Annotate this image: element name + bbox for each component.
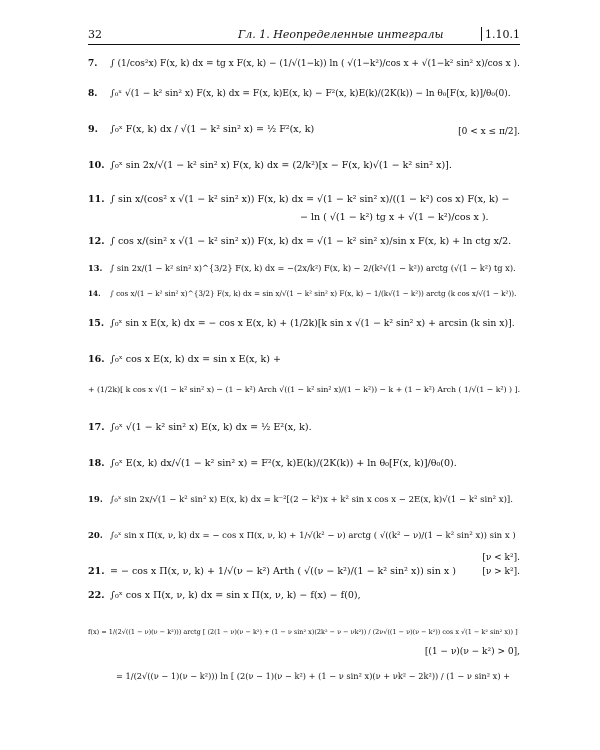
equation-16-cont: + (1/2k)[ k cos x √(1 − k² sin² x) − (1 − k²) Arch √((1 − k² sin² x)/(1 − k²)) − k + (1 − k²) Arch ( 1/√(1 − k²) ) ]. [88,385,521,394]
equation-10: 10. ∫₀ˣ sin 2x/√(1 − k² sin² x) F(x, k) dx = (2/k²)[x − F(x, k)√(1 − k² sin² x)]. [88,160,452,171]
condition-9: [0 < x ≤ π/2]. [458,127,520,137]
equation-22-fx: f(x) = 1/(2√((1 − ν)(ν − k²))) arctg [ (2(1 − ν)(ν − k²) + (1 − ν sin² x)(2k² − ν − νk²)) / (2ν√((1 − ν)(ν − k²)) cos x √(1 − k² sin² x)) ] [88,628,518,636]
chapter-title: Гл. 1. Неопределенные интегралы [238,28,444,41]
equation-17: 17. ∫₀ˣ √(1 − k² sin² x) E(x, k) dx = ½ E²(x, k). [88,422,312,433]
equation-12: 12. ∫ cos x/(sin² x √(1 − k² sin² x)) F(x, k) dx = √(1 − k² sin² x)/sin x F(x, k) + ln ctg x/2. [88,236,512,247]
equation-21: 21. = − cos x Π(x, ν, k) + 1/√(ν − k²) Arth ( √((ν − k²)/(1 − k² sin² x)) sin x ) [88,566,456,577]
condition-21: [ν > k²]. [482,567,520,577]
equation-14: 14. ∫ cos x/(1 − k² sin² x)^{3/2} F(x, k) dx = sin x/√(1 − k² sin² x) F(x, k) − 1/(k√(1 − k²)) arctg (k cos x/√(1 − k²)). [88,289,517,298]
page-number: 32 [88,28,102,41]
equation-11-cont: − ln ( √(1 − k²) tg x + √(1 − k²)/cos x ). [300,212,489,223]
equation-15: 15. ∫₀ˣ sin x E(x, k) dx = − cos x E(x, k) + (1/2k)[k sin x √(1 − k² sin² x) + arcsin (k sin x)]. [88,318,515,329]
equation-20: 20. ∫₀ˣ sin x Π(x, ν, k) dx = − cos x Π(x, ν, k) + 1/√(k² − ν) arctg ( √((k² − ν)/(1 − k² sin² x)) sin x ) [88,531,516,541]
equation-7: 7. ∫ (1/cos²x) F(x, k) dx = tg x F(x, k) − (1/√(1−k)) ln ( √(1−k²)/cos x + √(1−k² sin² x)/cos x ). [88,59,520,69]
equation-8: 8. ∫₀ˣ √(1 − k² sin² x) F(x, k) dx = F(x, k)E(x, k) − F²(x, k)E(k)/(2K(k)) − ln θ₀[F(x, k)]/θ₀(0). [88,89,511,99]
condition-20: [ν < k²]. [482,553,520,563]
section-number: 1.10.1 [485,28,520,41]
equation-16: 16. ∫₀ˣ cos x E(x, k) dx = sin x E(x, k) + [88,354,281,365]
equation-19: 19. ∫₀ˣ sin 2x/√(1 − k² sin² x) E(x, k) dx = k⁻²[(2 − k²)x + k² sin x cos x − 2E(x, k)√(1 − k² sin² x)]. [88,495,513,505]
equation-18: 18. ∫₀ˣ E(x, k) dx/√(1 − k² sin² x) = F²(x, k)E(k)/(2K(k)) + ln θ₀[F(x, k)]/θ₀(0). [88,458,457,469]
equation-22-alt: = 1/(2√((ν − 1)(ν − k²))) ln [ (2(ν − 1)(ν − k²) + (1 − ν sin² x)(ν + νk² − 2k²)) / (1 − ν sin² x) + [116,671,511,681]
condition-22: [(1 − ν)(ν − k²) > 0], [424,647,520,657]
equation-11: 11. ∫ sin x/(cos² x √(1 − k² sin² x)) F(x, k) dx = √(1 − k² sin² x)/((1 − k²) cos x) F(x, k) − [88,194,510,205]
header-rule [88,44,520,45]
equation-9: 9. ∫₀ˣ F(x, k) dx / √(1 − k² sin² x) = ½ F²(x, k) [88,124,315,135]
running-header [88,28,520,44]
equation-22: 22. ∫₀ˣ cos x Π(x, ν, k) dx = sin x Π(x, ν, k) − f(x) − f(0), [88,590,361,601]
header-divider [481,27,482,41]
equation-13: 13. ∫ sin 2x/(1 − k² sin² x)^{3/2} F(x, k) dx = −(2x/k²) F(x, k) − 2/(k²√(1 − k²)) arctg (√(1 − k²) tg x). [88,263,516,273]
